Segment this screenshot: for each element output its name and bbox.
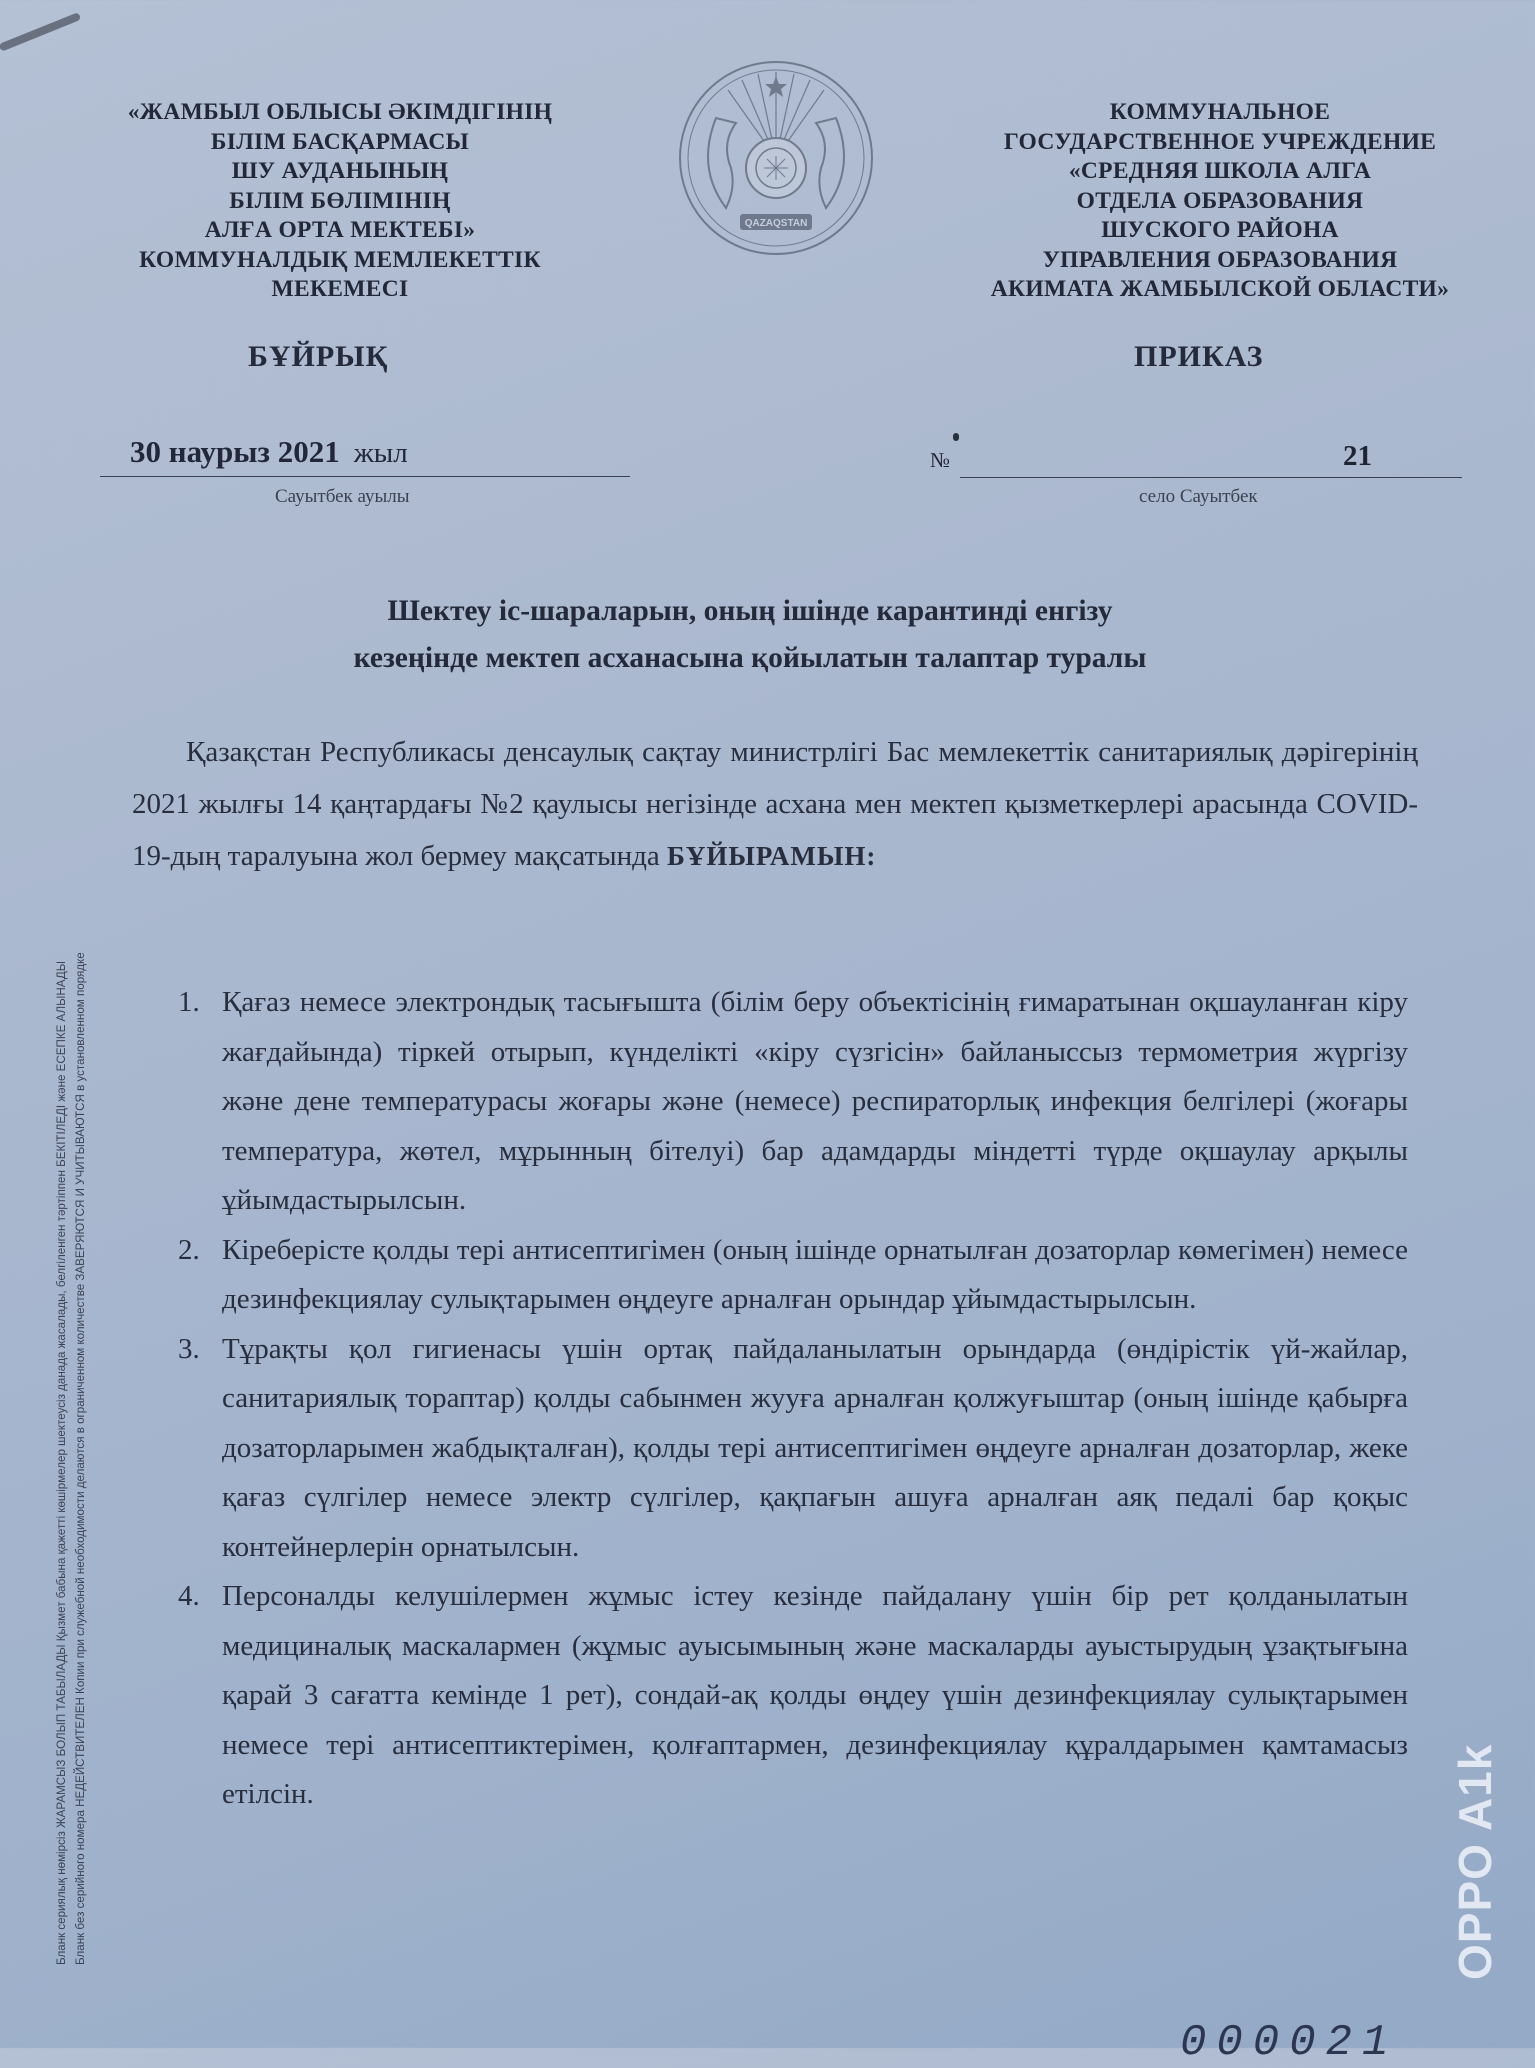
header-right-line: «СРЕДНЯЯ ШКОЛА АЛГА (1068, 158, 1372, 184)
header-right-ru (950, 98, 1490, 305)
subject-line: Шектеу іс-шараларын, оның ішінде карантинді енгізу (387, 595, 1113, 627)
header-right-line: ГОСУДАРСТВЕННОЕ УЧРЕЖДЕНИЕ (1003, 128, 1437, 155)
margin-note-ru: Бланк без серийного номера НЕДЕЙСТВИТЕЛЕН Копии при служебной необходимости делаются в ограниченном количестве ЗАВЕРЯЮТСЯ И УЧИТЫВАЮТСЯ в установленном порядке (74, 952, 87, 1965)
item-number: 4. (178, 1580, 200, 1612)
number-underline (960, 477, 1462, 478)
serial-number: 000021 (1180, 2018, 1399, 2068)
order-number: 21 (1343, 440, 1372, 472)
order-subject (160, 588, 1340, 682)
item-number: 1. (178, 986, 200, 1018)
margin-note (52, 665, 90, 1965)
date-field (100, 426, 630, 477)
preamble-paragraph (132, 726, 1418, 882)
header-right-line: КОММУНАЛЬНОЕ (1109, 99, 1331, 125)
header-left-line: БІЛІМ БАСҚАРМАСЫ (210, 128, 470, 155)
date-suffix: жыл (353, 437, 408, 469)
header-right-line: ОТДЕЛА ОБРАЗОВАНИЯ (1076, 187, 1364, 214)
order-item (170, 1572, 1408, 1820)
header-left-kz (80, 98, 600, 305)
header-right-line: УПРАВЛЕНИЯ ОБРАЗОВАНИЯ (1042, 246, 1398, 273)
order-item (170, 1226, 1408, 1325)
place-kz: Сауытбек ауылы (275, 486, 410, 507)
number-sign: № (930, 448, 951, 472)
order-directive: БҰЙЫРАМЫН: (667, 841, 877, 871)
emblem-ribbon-text: QAZAQSTAN (744, 218, 808, 229)
item-number: 3. (178, 1332, 200, 1365)
header-left-line: МЕКЕМЕСІ (271, 276, 409, 302)
header-left-line: АЛҒА ОРТА МЕКТЕБІ» (204, 217, 476, 243)
header-right-line: АКИМАТА ЖАМБЫЛСКОЙ ОБЛАСТИ» (990, 276, 1450, 302)
state-emblem-icon (676, 58, 876, 258)
header-left-line: БІЛІМ БӨЛІМІНІҢ (229, 187, 451, 214)
order-item (170, 978, 1408, 1226)
subject-line: кезеңінде мектеп асханасына қойылатын талаптар туралы (353, 642, 1147, 674)
item-text: Персоналды келушілермен жұмыс істеу кезінде пайдалану үшін бір рет қолданылатын медициналық маскалармен (жұмыс ауысымының және маскаларды ауыстырудың ұзақтығына қарай 3 сағатта кемінде 1 рет), сондай-ақ қолды өңдеу үшін дезинфекциялау сулықтарымен немесе тері антисептиктерімен, қолғаптармен, дезинфекциялау құралдарымен қамтамасыз етілсін. (222, 1580, 1408, 1810)
preamble-text: Қазақстан Республикасы денсаулық сақтау министрлігі Бас мемлекеттік санитариялық дәрігерінің 2021 жылғы 14 қаңтардағы №2 қаулысы негізінде асхана мен мектеп қызметкерлері арасында COVID-19-дың таралуына жол бермеу мақсатында (132, 736, 1418, 872)
order-number-field (930, 440, 1462, 478)
pen-tip (0, 12, 81, 52)
header-left-line: «ЖАМБЫЛ ОБЛЫСЫ ӘКІМДІГІНІҢ (127, 99, 553, 125)
order-item (170, 1325, 1408, 1573)
place-ru: село Сауытбек (1139, 486, 1258, 507)
date-value: 30 наурыз 2021 (130, 434, 340, 469)
doc-type-kz: БҰЙРЫҚ (248, 340, 389, 373)
item-number: 2. (178, 1233, 200, 1266)
header-right-line: ШУСКОГО РАЙОНА (1101, 217, 1339, 243)
item-text: Кіреберісте қолды тері антисептигімен (оның ішінде орнатылған дозаторлар көмегімен) немесе дезинфекциялау сулықтарымен өңдеуге арналған орындар ұйымдастырылсын. (222, 1233, 1408, 1315)
header-left-line: ШУ АУДАНЫНЫҢ (231, 158, 449, 184)
margin-note-kz: Бланк сериялық нөмірсіз ЖАРАМСЫЗ БОЛЫП ТАБЫЛАДЫ Қызмет бабына қажетті көшірмелер шектеусіз данада жасалады, белгіленген тәртіппен БЕКІТІЛЕДІ және ЕСЕПКЕ АЛЫНАДЫ (55, 961, 68, 1965)
doc-type-ru: ПРИКАЗ (1134, 340, 1264, 373)
item-text: Тұрақты қол гигиенасы үшін ортақ пайдаланылатын орындарда (өндірістік үй-жайлар, санитариялық тораптар) қолды сабынмен жууға арналған қолжуғыштар (оның ішінде қабырға дозаторларымен жабдықталған), қолды тері антисептигімен өңдеуге арналған дозаторлар, жеке қағаз сүлгілер немесе электр сүлгілер, қақпағын ашуға арналған аяқ педалі бар қоқыс контейнерлерін орнатылсын. (222, 1332, 1408, 1563)
order-items (170, 978, 1408, 1820)
header-left-line: КОММУНАЛДЫҚ МЕМЛЕКЕТТІК (139, 246, 541, 273)
order-date (130, 434, 408, 470)
camera-watermark: OPPO A1k (1449, 1743, 1501, 1980)
item-text: Қағаз немесе электрондық тасығышта (білім беру объектісінің ғимаратынан оқшауланған кіру жағдайында) тіркей отырып, күнделікті «кіру сүзгісін» байланыссыз термометрия жүргізу және дене температурасы жоғары және (немесе) респираторлық инфекция белгілері (жоғары температура, жөтел, мұрынның бітелуі) бар адамдарды міндетті түрде оқшаулау арқылы ұйымдастырылсын. (222, 986, 1408, 1216)
